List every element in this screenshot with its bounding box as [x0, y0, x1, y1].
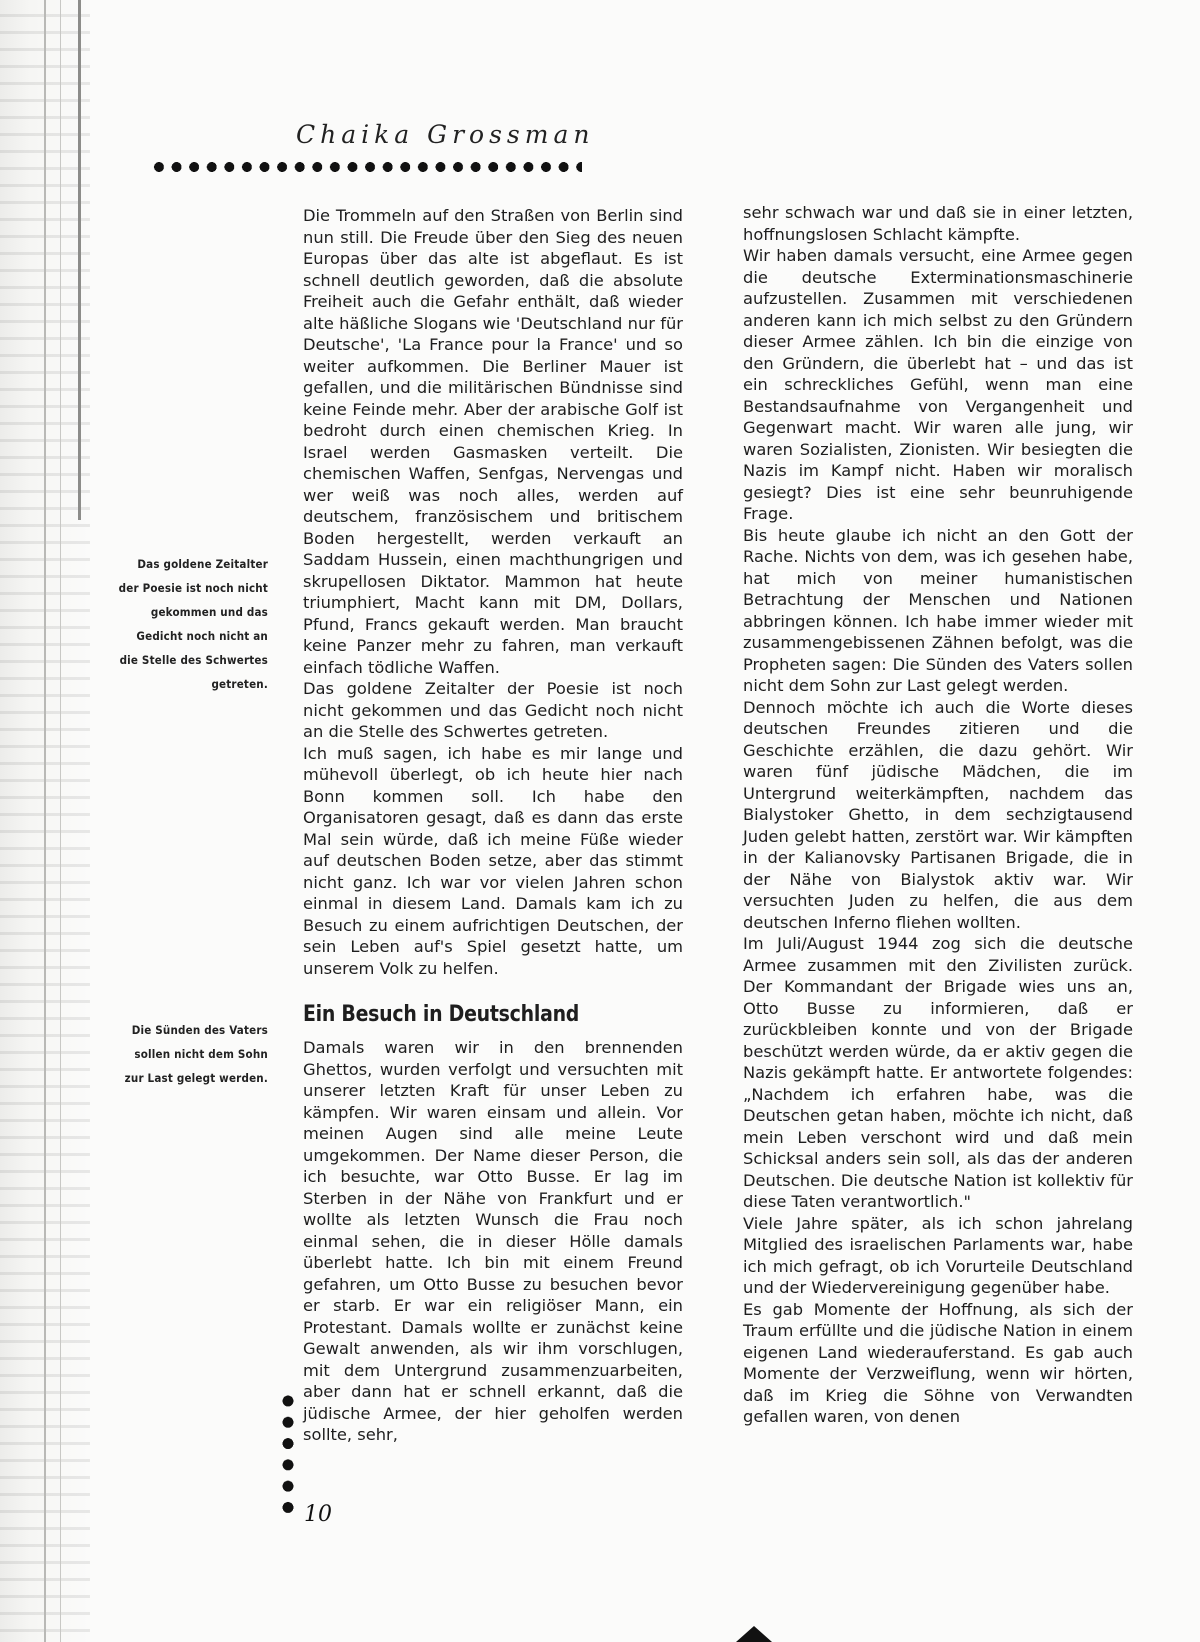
paragraph: Wir haben damals versucht, eine Armee gegen die deutsche Exterminationsmaschinerie aufzustellen. Zusammen mit verschiedenen anderen kann ich mich selbst zu den Gründern dieser Armee zählen. Ich bin die einzige von den Gründern, die überlebt hat – und das ist ein schreckliches Gefühl, wenn man eine Bestandsaufnahme von Vergangenheit und Gegenwart macht. Wir waren alle jung, wir waren Sozialisten, Zionisten. Wir besiegten die Nazis im Kampf nicht. Haben wir moralisch gesiegt? Dies ist eine sehr beunruhigende Frage.	[743, 246, 1133, 523]
binding-fold-line	[78, 0, 81, 520]
text-column-right	[743, 202, 1133, 1428]
pull-quote: Die Sünden des Vaters sollen nicht dem Sohn zur Last gelegt werden.	[124, 1023, 268, 1085]
paragraph: Bis heute glaube ich nicht an den Gott der Rache. Nichts von dem, was ich gesehen habe, hat mich von meiner humanistischen Betrachtung der Menschen und Nationen abbringen können. Ich habe immer wieder mit zusammengebissenen Zähnen befolgt, was die Propheten sagen: Die Sünden des Vaters sollen nicht dem Sohn zur Last gelegt werden.	[743, 525, 1133, 695]
triangle-icon	[736, 1626, 772, 1642]
binding-fold-line	[44, 0, 46, 1642]
paragraph: Ich muß sagen, ich habe es mir lange und mühevoll überlegt, ob ich heute hier nach Bonn kommen soll. Ich habe den Organisatoren gesagt, daß es dann das erste Mal sein würde, daß ich meine Füße wieder auf deutschen Boden setze, aber das stimmt nicht ganz. Ich war vor vielen Jahren schon einmal in diesem Land. Damals kam ich zu Besuch zu einem aufrichtigen Deutschen, der sein Leben auf's Spiel gesetzt hatte, um unserem Volk zu helfen.	[303, 743, 683, 978]
paragraph: Im Juli/August 1944 zog sich die deutsche Armee zusammen mit den Zivilisten zurück. Der Kommandant der Brigade wies uns an, Otto Busse zu informieren, daß er zurückbleiben konnte und von der Brigade beschützt werden würde, da er aktiv gegen die Nazis gekämpft hatte. Er antwortete folgendes: „Nachdem ich erfahren habe, was die Deutschen getan haben, möchte ich nicht, daß mein Leben verschont wird und daß mein Schicksal anders sein soll, als das der anderen Deutschen. Die deutsche Nation ist kollektiv für diese Taten verantwortlich."	[743, 934, 1133, 1211]
paragraph: Dennoch möchte ich auch die Worte dieses deutschen Freundes zitieren und die Geschichte erzählen, die dazu gehört. Wir waren fünf jüdische Mädchen, die im Untergrund weiterkämpften, nachdem das Bialystoker Ghetto, in dem sechzigtausend Juden gelebt hatten, zerstört war. Wir kämpften in der Kalianovsky Partisanen Brigade, die in der Nähe von Bialystok aktiv war. Wir versuchten Juden zu helfen, die aus dem deutschen Inferno fliehen wollten.	[743, 697, 1133, 932]
paragraph: Die Trommeln auf den Straßen von Berlin sind nun still. Die Freude über den Sieg des neuen Europas über das alte ist abgeflaut. Es ist schnell deutlich geworden, daß die absolute Freiheit auch die Gefahr enthält, daß wieder alte häßliche Slogans wie 'Deutschland nur für Deutsche', 'La France pour la France' und so weiter aufkommen. Die Berliner Mauer ist gefallen, und die militärischen Bündnisse sind keine Feinde mehr. Aber der arabische Golf ist bedroht durch einen chemischen Krieg. In Israel werden Gasmasken verteilt. Die chemischen Waffen, Senfgas, Nervengas und wer weiß was noch alles, werden auf deutschem, französischem und britischem Boden hergestellt, werden verkauft an Saddam Hussein, einen machthungrigen und skrupellosen Diktator. Mammon hat heute triumphiert, Macht kann mit DM, Dollars, Pfund, Francs gekauft werden. Man braucht keine Panzer mehr zu fahren, man verkauft einfach tödliche Waffen.	[303, 206, 683, 677]
decorative-dot-row	[152, 160, 582, 174]
paragraph: Es gab Momente der Hoffnung, als sich der Traum erfüllte und die jüdische Nation in einem eigenen Land wiederauferstand. Es gab auch Momente der Verzweiflung, wenn wir hörten, daß im Krieg die Söhne von Verwandten gefallen waren, von denen	[743, 1299, 1133, 1426]
paragraph: Damals waren wir in den brennenden Ghettos, wurden verfolgt und versuchten mit unserer letzten Kraft für unser Leben zu kämpfen. Wir waren einsam und allein. Vor meinen Augen sind alle meine Leute umgekommen. Der Name dieser Person, die ich besuchte, war Otto Busse. Er lag im Sterben in der Nähe von Frankfurt und er wollte als letzten Wunsch die Frau noch einmal sehen, die in dieser Hölle damals überlebt hatte. Ich bin mit einem Freund gefahren, um Otto Busse zu besuchen bevor er starb. Er war ein religiöser Mann, ein Protestant. Damals wollte er zunächst keine Gewalt anwenden, als wir ihm vorschlugen, mit dem Untergrund zusammenzuarbeiten, aber dann hat er schnell erkannt, daß die jüdische Armee, der hier geholfen werden sollte, sehr,	[303, 1038, 683, 1444]
author-name: Chaika Grossman	[296, 120, 595, 149]
text-column-middle	[303, 205, 683, 1446]
pull-quote: Das goldene Zeitalter der Poesie ist noch nicht gekommen und das Gedicht noch nicht an die Stelle des Schwertes getreten.	[118, 557, 268, 691]
section-heading: Ein Besuch in Deutschland	[303, 1002, 580, 1027]
paragraph: Das goldene Zeitalter der Poesie ist noch nicht gekommen und das Gedicht noch nicht an die Stelle des Schwertes getreten.	[303, 679, 683, 741]
paragraph: Viele Jahre später, als ich schon jahrelang Mitglied des israelischen Parlaments war, habe ich mich gefragt, ob ich Vorurteile Deutschland und der Wiedervereinigung gegenüber habe.	[743, 1213, 1133, 1297]
decorative-dot-column	[281, 1394, 295, 1522]
paragraph: sehr schwach war und daß sie in einer letzten, hoffnungslosen Schlacht kämpfte.	[743, 203, 1133, 244]
page-number: 10	[304, 1502, 332, 1527]
page-binding-edge	[0, 0, 90, 1642]
binding-fold-line	[60, 0, 61, 1642]
